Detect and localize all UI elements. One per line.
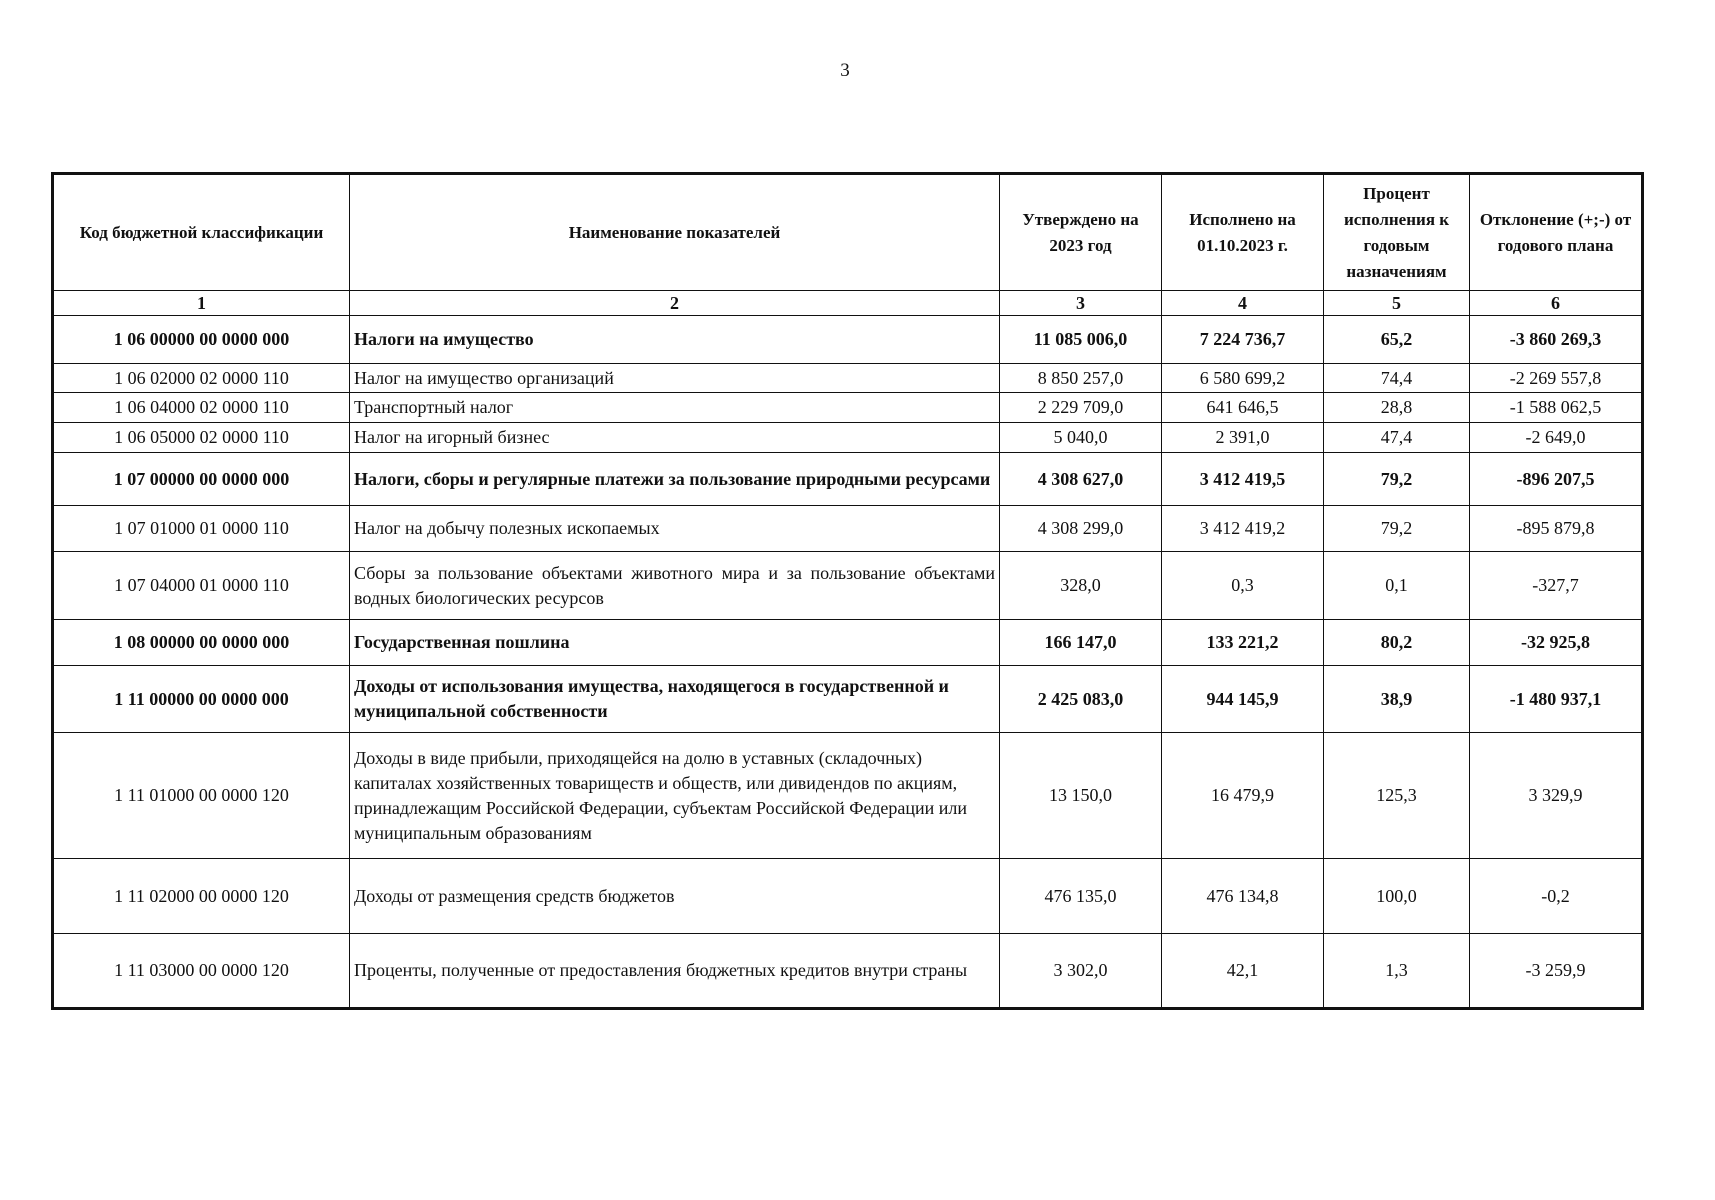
executed-amount-cell: 944 145,9 [1162, 666, 1324, 733]
table-row [53, 453, 1643, 506]
indicator-name-cell: Транспортный налог [350, 393, 1000, 423]
column-number: 3 [1000, 291, 1162, 316]
execution-percent-cell: 125,3 [1324, 733, 1470, 859]
execution-percent-cell: 1,3 [1324, 934, 1470, 1009]
deviation-cell: -896 207,5 [1470, 453, 1643, 506]
approved-amount-cell: 3 302,0 [1000, 934, 1162, 1009]
indicator-name-cell: Государственная пошлина [350, 620, 1000, 666]
executed-amount-cell: 7 224 736,7 [1162, 316, 1324, 364]
deviation-cell: -32 925,8 [1470, 620, 1643, 666]
table-row [53, 506, 1643, 552]
deviation-cell: -0,2 [1470, 859, 1643, 934]
table-row [53, 552, 1643, 620]
execution-percent-cell: 38,9 [1324, 666, 1470, 733]
header-name: Наименование показателей [350, 174, 1000, 291]
budget-code-cell: 1 11 00000 00 0000 000 [53, 666, 350, 733]
budget-code-cell: 1 06 04000 02 0000 110 [53, 393, 350, 423]
column-number: 5 [1324, 291, 1470, 316]
budget-execution-table [51, 172, 1644, 1010]
budget-code-cell: 1 11 01000 00 0000 120 [53, 733, 350, 859]
approved-amount-cell: 2 425 083,0 [1000, 666, 1162, 733]
header-executed: Исполнено на 01.10.2023 г. [1162, 174, 1324, 291]
column-number: 4 [1162, 291, 1324, 316]
budget-code-cell: 1 11 02000 00 0000 120 [53, 859, 350, 934]
executed-amount-cell: 641 646,5 [1162, 393, 1324, 423]
indicator-name-cell: Налог на добычу полезных ископаемых [350, 506, 1000, 552]
header-deviation: Отклонение (+;-) от годового плана [1470, 174, 1643, 291]
budget-code-cell: 1 07 04000 01 0000 110 [53, 552, 350, 620]
deviation-cell: -327,7 [1470, 552, 1643, 620]
column-number: 1 [53, 291, 350, 316]
indicator-name-cell: Налоги, сборы и регулярные платежи за пользование природными ресурсами [350, 453, 1000, 506]
executed-amount-cell: 42,1 [1162, 934, 1324, 1009]
deviation-cell: -3 860 269,3 [1470, 316, 1643, 364]
budget-code-cell: 1 07 00000 00 0000 000 [53, 453, 350, 506]
budget-code-cell: 1 07 01000 01 0000 110 [53, 506, 350, 552]
approved-amount-cell: 476 135,0 [1000, 859, 1162, 934]
table-row [53, 666, 1643, 733]
table-row [53, 934, 1643, 1009]
table-row [53, 423, 1643, 453]
indicator-name-cell: Сборы за пользование объектами животного мира и за пользование объектами водных биологических ресурсов [350, 552, 1000, 620]
deviation-cell: -1 480 937,1 [1470, 666, 1643, 733]
approved-amount-cell: 11 085 006,0 [1000, 316, 1162, 364]
header-code: Код бюджетной классификации [53, 174, 350, 291]
indicator-name-cell: Доходы от использования имущества, находящегося в государственной и муниципальной собственности [350, 666, 1000, 733]
execution-percent-cell: 47,4 [1324, 423, 1470, 453]
page-number: 3 [840, 60, 850, 81]
budget-code-cell: 1 06 05000 02 0000 110 [53, 423, 350, 453]
approved-amount-cell: 4 308 299,0 [1000, 506, 1162, 552]
table-row [53, 316, 1643, 364]
deviation-cell: -2 269 557,8 [1470, 364, 1643, 393]
indicator-name-cell: Налог на игорный бизнес [350, 423, 1000, 453]
approved-amount-cell: 328,0 [1000, 552, 1162, 620]
table-row [53, 733, 1643, 859]
table-row [53, 620, 1643, 666]
indicator-name-cell: Доходы от размещения средств бюджетов [350, 859, 1000, 934]
table-row [53, 393, 1643, 423]
approved-amount-cell: 8 850 257,0 [1000, 364, 1162, 393]
executed-amount-cell: 0,3 [1162, 552, 1324, 620]
column-number: 6 [1470, 291, 1643, 316]
execution-percent-cell: 74,4 [1324, 364, 1470, 393]
indicator-name-cell: Налоги на имущество [350, 316, 1000, 364]
approved-amount-cell: 2 229 709,0 [1000, 393, 1162, 423]
execution-percent-cell: 0,1 [1324, 552, 1470, 620]
executed-amount-cell: 133 221,2 [1162, 620, 1324, 666]
budget-code-cell: 1 11 03000 00 0000 120 [53, 934, 350, 1009]
approved-amount-cell: 166 147,0 [1000, 620, 1162, 666]
executed-amount-cell: 3 412 419,5 [1162, 453, 1324, 506]
executed-amount-cell: 476 134,8 [1162, 859, 1324, 934]
deviation-cell: -1 588 062,5 [1470, 393, 1643, 423]
approved-amount-cell: 13 150,0 [1000, 733, 1162, 859]
table-row [53, 364, 1643, 393]
execution-percent-cell: 65,2 [1324, 316, 1470, 364]
executed-amount-cell: 2 391,0 [1162, 423, 1324, 453]
indicator-name-cell: Проценты, полученные от предоставления бюджетных кредитов внутри страны [350, 934, 1000, 1009]
deviation-cell: 3 329,9 [1470, 733, 1643, 859]
execution-percent-cell: 100,0 [1324, 859, 1470, 934]
budget-code-cell: 1 06 00000 00 0000 000 [53, 316, 350, 364]
approved-amount-cell: 5 040,0 [1000, 423, 1162, 453]
execution-percent-cell: 79,2 [1324, 453, 1470, 506]
header-percent: Процент исполнения к годовым назначениям [1324, 174, 1470, 291]
executed-amount-cell: 3 412 419,2 [1162, 506, 1324, 552]
budget-code-cell: 1 08 00000 00 0000 000 [53, 620, 350, 666]
indicator-name-cell: Налог на имущество организаций [350, 364, 1000, 393]
approved-amount-cell: 4 308 627,0 [1000, 453, 1162, 506]
execution-percent-cell: 80,2 [1324, 620, 1470, 666]
execution-percent-cell: 79,2 [1324, 506, 1470, 552]
indicator-name-cell: Доходы в виде прибыли, приходящейся на долю в уставных (складочных) капиталах хозяйственных товариществ и обществ, или дивидендов по акциям, принадлежащим Российской Федерации, субъектам Российской Федерации или муниципальным образованиям [350, 733, 1000, 859]
executed-amount-cell: 6 580 699,2 [1162, 364, 1324, 393]
execution-percent-cell: 28,8 [1324, 393, 1470, 423]
executed-amount-cell: 16 479,9 [1162, 733, 1324, 859]
deviation-cell: -3 259,9 [1470, 934, 1643, 1009]
column-number: 2 [350, 291, 1000, 316]
header-approved: Утверждено на 2023 год [1000, 174, 1162, 291]
table-row [53, 859, 1643, 934]
deviation-cell: -895 879,8 [1470, 506, 1643, 552]
budget-code-cell: 1 06 02000 02 0000 110 [53, 364, 350, 393]
deviation-cell: -2 649,0 [1470, 423, 1643, 453]
